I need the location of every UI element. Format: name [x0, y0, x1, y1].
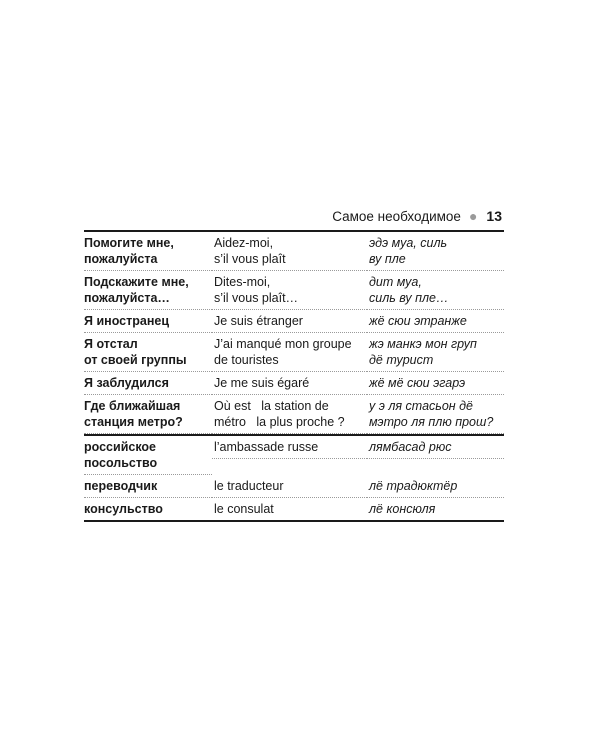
transcription-line: жэ манкэ мон груп [369, 337, 477, 351]
french-phrase-line: Où est la station de [214, 399, 329, 413]
section-title: Самое необходимое [332, 208, 461, 224]
page-number: 13 [486, 208, 502, 224]
russian-phrase-line: Я отстал [84, 337, 138, 351]
russian-phrase [84, 310, 212, 333]
russian-phrase [84, 498, 212, 522]
french-phrase-line: Je me suis égaré [214, 376, 310, 390]
russian-phrase-line: посольство [84, 456, 158, 470]
russian-phrase-line: пожалуйста [84, 252, 158, 266]
french-phrase [212, 232, 367, 271]
transcription [367, 395, 504, 434]
page-header [84, 202, 504, 232]
transcription-line: ву пле [369, 252, 406, 266]
transcription [367, 498, 504, 522]
table-row [84, 475, 504, 498]
transcription [367, 436, 504, 459]
russian-phrase [84, 333, 212, 372]
french-phrase-line: l’ambassade russe [214, 440, 319, 454]
french-phrase-line: Je suis étranger [214, 314, 303, 328]
transcription-line: лё традюктёр [369, 479, 458, 493]
russian-phrase-line: переводчик [84, 479, 158, 493]
transcription-line: силь ву пле… [369, 291, 449, 305]
russian-phrase [84, 232, 212, 271]
french-phrase [212, 310, 367, 333]
transcription-line: дит муа, [369, 275, 422, 289]
french-phrase-line: s’il vous plaît… [214, 291, 299, 305]
russian-phrase-line: Где ближайшая [84, 399, 181, 413]
table-row [84, 395, 504, 434]
russian-phrase-line: от своей группы [84, 353, 187, 367]
russian-phrase-line: Помогите мне, [84, 236, 174, 250]
russian-phrase [84, 436, 212, 475]
russian-phrase-line: Подскажите мне, [84, 275, 189, 289]
french-phrase [212, 372, 367, 395]
transcription-line: мэтро ля плю прош? [369, 415, 494, 429]
russian-phrase-line: станция метро? [84, 415, 183, 429]
french-phrase-line: Dites-moi, [214, 275, 271, 289]
french-phrase-line: métro la plus proche ? [214, 415, 345, 429]
transcription-line: жё сюи этранже [369, 314, 467, 328]
french-phrase-line: le consulat [214, 502, 274, 516]
transcription [367, 333, 504, 372]
russian-phrase-line: Я заблудился [84, 376, 169, 390]
russian-phrase [84, 395, 212, 434]
table-row [84, 232, 504, 271]
french-phrase [212, 436, 367, 459]
transcription-line: эдэ муа, силь [369, 236, 448, 250]
transcription-line: дё турист [369, 353, 434, 367]
table-row [84, 372, 504, 395]
russian-phrase-line: Я иностранец [84, 314, 170, 328]
bullet-icon: ● [468, 208, 478, 224]
french-phrase [212, 475, 367, 498]
transcription [367, 271, 504, 310]
french-phrase [212, 498, 367, 522]
french-phrase-line: de touristes [214, 353, 279, 367]
french-phrase-line: Aidez-moi, [214, 236, 274, 250]
russian-phrase-line: пожалуйста… [84, 291, 170, 305]
french-phrase-line: J’ai manqué mon groupe [214, 337, 352, 351]
transcription-line: жё мё сюи эгарэ [369, 376, 466, 390]
french-phrase-line: s’il vous plaît [214, 252, 286, 266]
table-row [84, 434, 504, 475]
russian-phrase [84, 372, 212, 395]
transcription [367, 372, 504, 395]
russian-phrase [84, 271, 212, 310]
french-phrase-line: le traducteur [214, 479, 284, 493]
phrasebook-page [84, 202, 504, 522]
russian-phrase-line: российское [84, 440, 157, 454]
french-phrase [212, 395, 367, 434]
table-row [84, 310, 504, 333]
transcription-line: лямбасад рюс [369, 440, 452, 454]
transcription [367, 232, 504, 271]
transcription [367, 310, 504, 333]
transcription [367, 475, 504, 498]
table-row [84, 271, 504, 310]
phrase-table [84, 232, 504, 522]
russian-phrase-line: консульство [84, 502, 163, 516]
table-row [84, 498, 504, 522]
russian-phrase [84, 475, 212, 498]
table-row [84, 333, 504, 372]
french-phrase [212, 271, 367, 310]
french-phrase [212, 333, 367, 372]
transcription-line: лё консюля [369, 502, 436, 516]
transcription-line: у э ля стасьон дё [369, 399, 474, 413]
